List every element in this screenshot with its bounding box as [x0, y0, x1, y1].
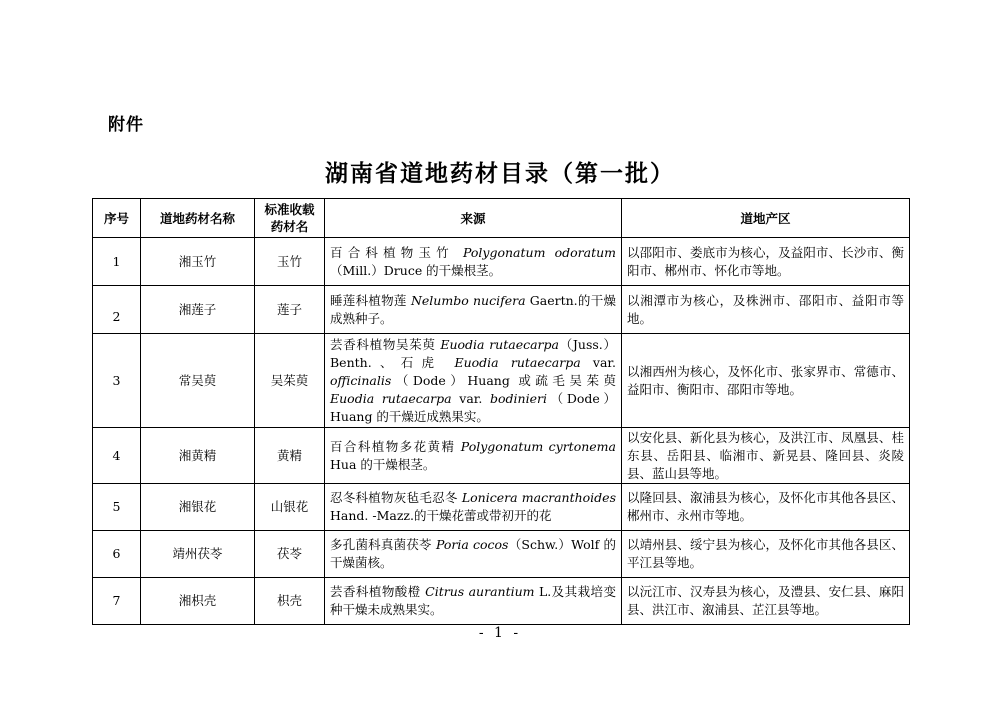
table-body [93, 238, 910, 625]
herb-name: 湘莲子 [141, 286, 255, 334]
table-row [93, 238, 910, 286]
row-number: 3 [93, 334, 141, 428]
latin-name: Euodia rutaecarpa [454, 354, 581, 370]
page-number: - 1 - [478, 625, 522, 641]
source-text: 百合科植物多花黄精 [330, 438, 461, 454]
row-number: 5 [93, 484, 141, 531]
row-number: 4 [93, 428, 141, 484]
standard-name: 莲子 [255, 286, 325, 334]
table-row [93, 286, 910, 334]
herb-name: 湘银花 [141, 484, 255, 531]
table-row [93, 531, 910, 578]
producing-area: 以湘潭市为核心，及株洲市、邵阳市、益阳市等地。 [622, 286, 910, 334]
source-text: Gaertn.的干燥成熟种子。 [330, 292, 616, 326]
latin-name: officinalis [330, 372, 392, 388]
standard-name: 吴茱萸 [255, 334, 325, 428]
standard-name: 玉竹 [255, 238, 325, 286]
row-number: 1 [93, 238, 141, 286]
latin-name: Euodia rutaecarpa [330, 390, 452, 406]
table-row [93, 334, 910, 428]
document-title: 湖南省道地药材目录（第一批） [325, 161, 675, 187]
source-text: 睡莲科植物莲 [330, 292, 411, 308]
herb-name: 常吴萸 [141, 334, 255, 428]
source-text: （Mill.）Druce 的干燥根茎。 [330, 262, 502, 278]
producing-area: 以湘西州为核心，及怀化市、张家界市、常德市、益阳市、衡阳市、邵阳市等地。 [622, 334, 910, 428]
producing-area: 以邵阳市、娄底市为核心，及益阳市、长沙市、衡阳市、郴州市、怀化市等地。 [622, 238, 910, 286]
header-no: 序号 [93, 199, 141, 238]
latin-name: Lonicera macranthoides [461, 490, 616, 505]
source-text: Hua 的干燥根茎。 [330, 456, 436, 472]
source-text: （Dode）Huang 的干燥近成熟果实。 [330, 390, 616, 424]
producing-area: 以安化县、新化县为核心，及洪江市、凤凰县、桂东县、岳阳县、临湘市、新晃县、隆回县、炎陵县、蓝山县等地。 [622, 428, 910, 484]
row-number: 6 [93, 531, 141, 578]
source-text: L.及其栽培变种干燥未成熟果实。 [330, 584, 617, 617]
table-header-row [93, 199, 910, 238]
table-row [93, 578, 910, 625]
header-std-name-line1: 标准收载 [264, 202, 315, 217]
producing-area: 以靖州县、绥宁县为核心，及怀化市其他各县区、平江县等地。 [622, 531, 910, 578]
latin-name: Polygonatum cyrtonema [460, 438, 616, 454]
source-text: Hand. -Mazz.的干燥花蕾或带初开的花 [330, 508, 552, 523]
latin-name: bodinieri [490, 390, 547, 406]
row-number: 2 [93, 286, 141, 334]
source-text: 芸香科植物吴茱萸 [330, 336, 441, 352]
herb-source [325, 334, 622, 428]
standard-name: 茯苓 [255, 531, 325, 578]
table-row [93, 484, 910, 531]
source-text: （Juss.）Benth.、石虎 [330, 336, 616, 370]
producing-area: 以隆回县、溆浦县为核心，及怀化市其他各县区、郴州市、永州市等地。 [622, 484, 910, 531]
table-row [93, 428, 910, 484]
latin-name: Poria cocos [435, 537, 509, 552]
row-number: 7 [93, 578, 141, 625]
source-text: 芸香科植物酸橙 [330, 584, 426, 599]
herb-source [325, 531, 622, 578]
source-text: var. [580, 354, 616, 370]
herb-name: 靖州茯苓 [141, 531, 255, 578]
header-area: 道地产区 [622, 199, 910, 238]
herb-catalog-table [92, 198, 910, 625]
header-name: 道地药材名称 [141, 199, 255, 238]
standard-name: 枳壳 [255, 578, 325, 625]
source-text: var. [451, 390, 491, 406]
source-text: 百合科植物玉竹 [330, 244, 463, 260]
latin-name: Nelumbo nucifera [410, 292, 526, 308]
header-std-name [255, 199, 325, 238]
herb-source [325, 238, 622, 286]
source-text: （Schw.）Wolf 的干燥菌核。 [330, 537, 616, 570]
herb-name: 湘枳壳 [141, 578, 255, 625]
standard-name: 山银花 [255, 484, 325, 531]
attachment-label: 附件 [108, 115, 144, 135]
producing-area: 以沅江市、汉寿县为核心，及澧县、安仁县、麻阳县、洪江市、溆浦县、芷江县等地。 [622, 578, 910, 625]
herb-source [325, 578, 622, 625]
source-text: 忍冬科植物灰毡毛忍冬 [330, 490, 462, 505]
latin-name: Euodia rutaecarpa [440, 336, 559, 352]
header-std-name-line2: 药材名 [270, 219, 309, 234]
herb-name: 湘黄精 [141, 428, 255, 484]
latin-name: Polygonatum odoratum [462, 244, 616, 260]
header-source: 来源 [325, 199, 622, 238]
standard-name: 黄精 [255, 428, 325, 484]
herb-name: 湘玉竹 [141, 238, 255, 286]
herb-source [325, 428, 622, 484]
herb-source [325, 484, 622, 531]
source-text: （Dode）Huang 或疏毛吴茱萸 [391, 372, 616, 388]
source-text: 多孔菌科真菌茯苓 [330, 537, 436, 552]
herb-source [325, 286, 622, 334]
latin-name: Citrus aurantium [425, 584, 535, 599]
